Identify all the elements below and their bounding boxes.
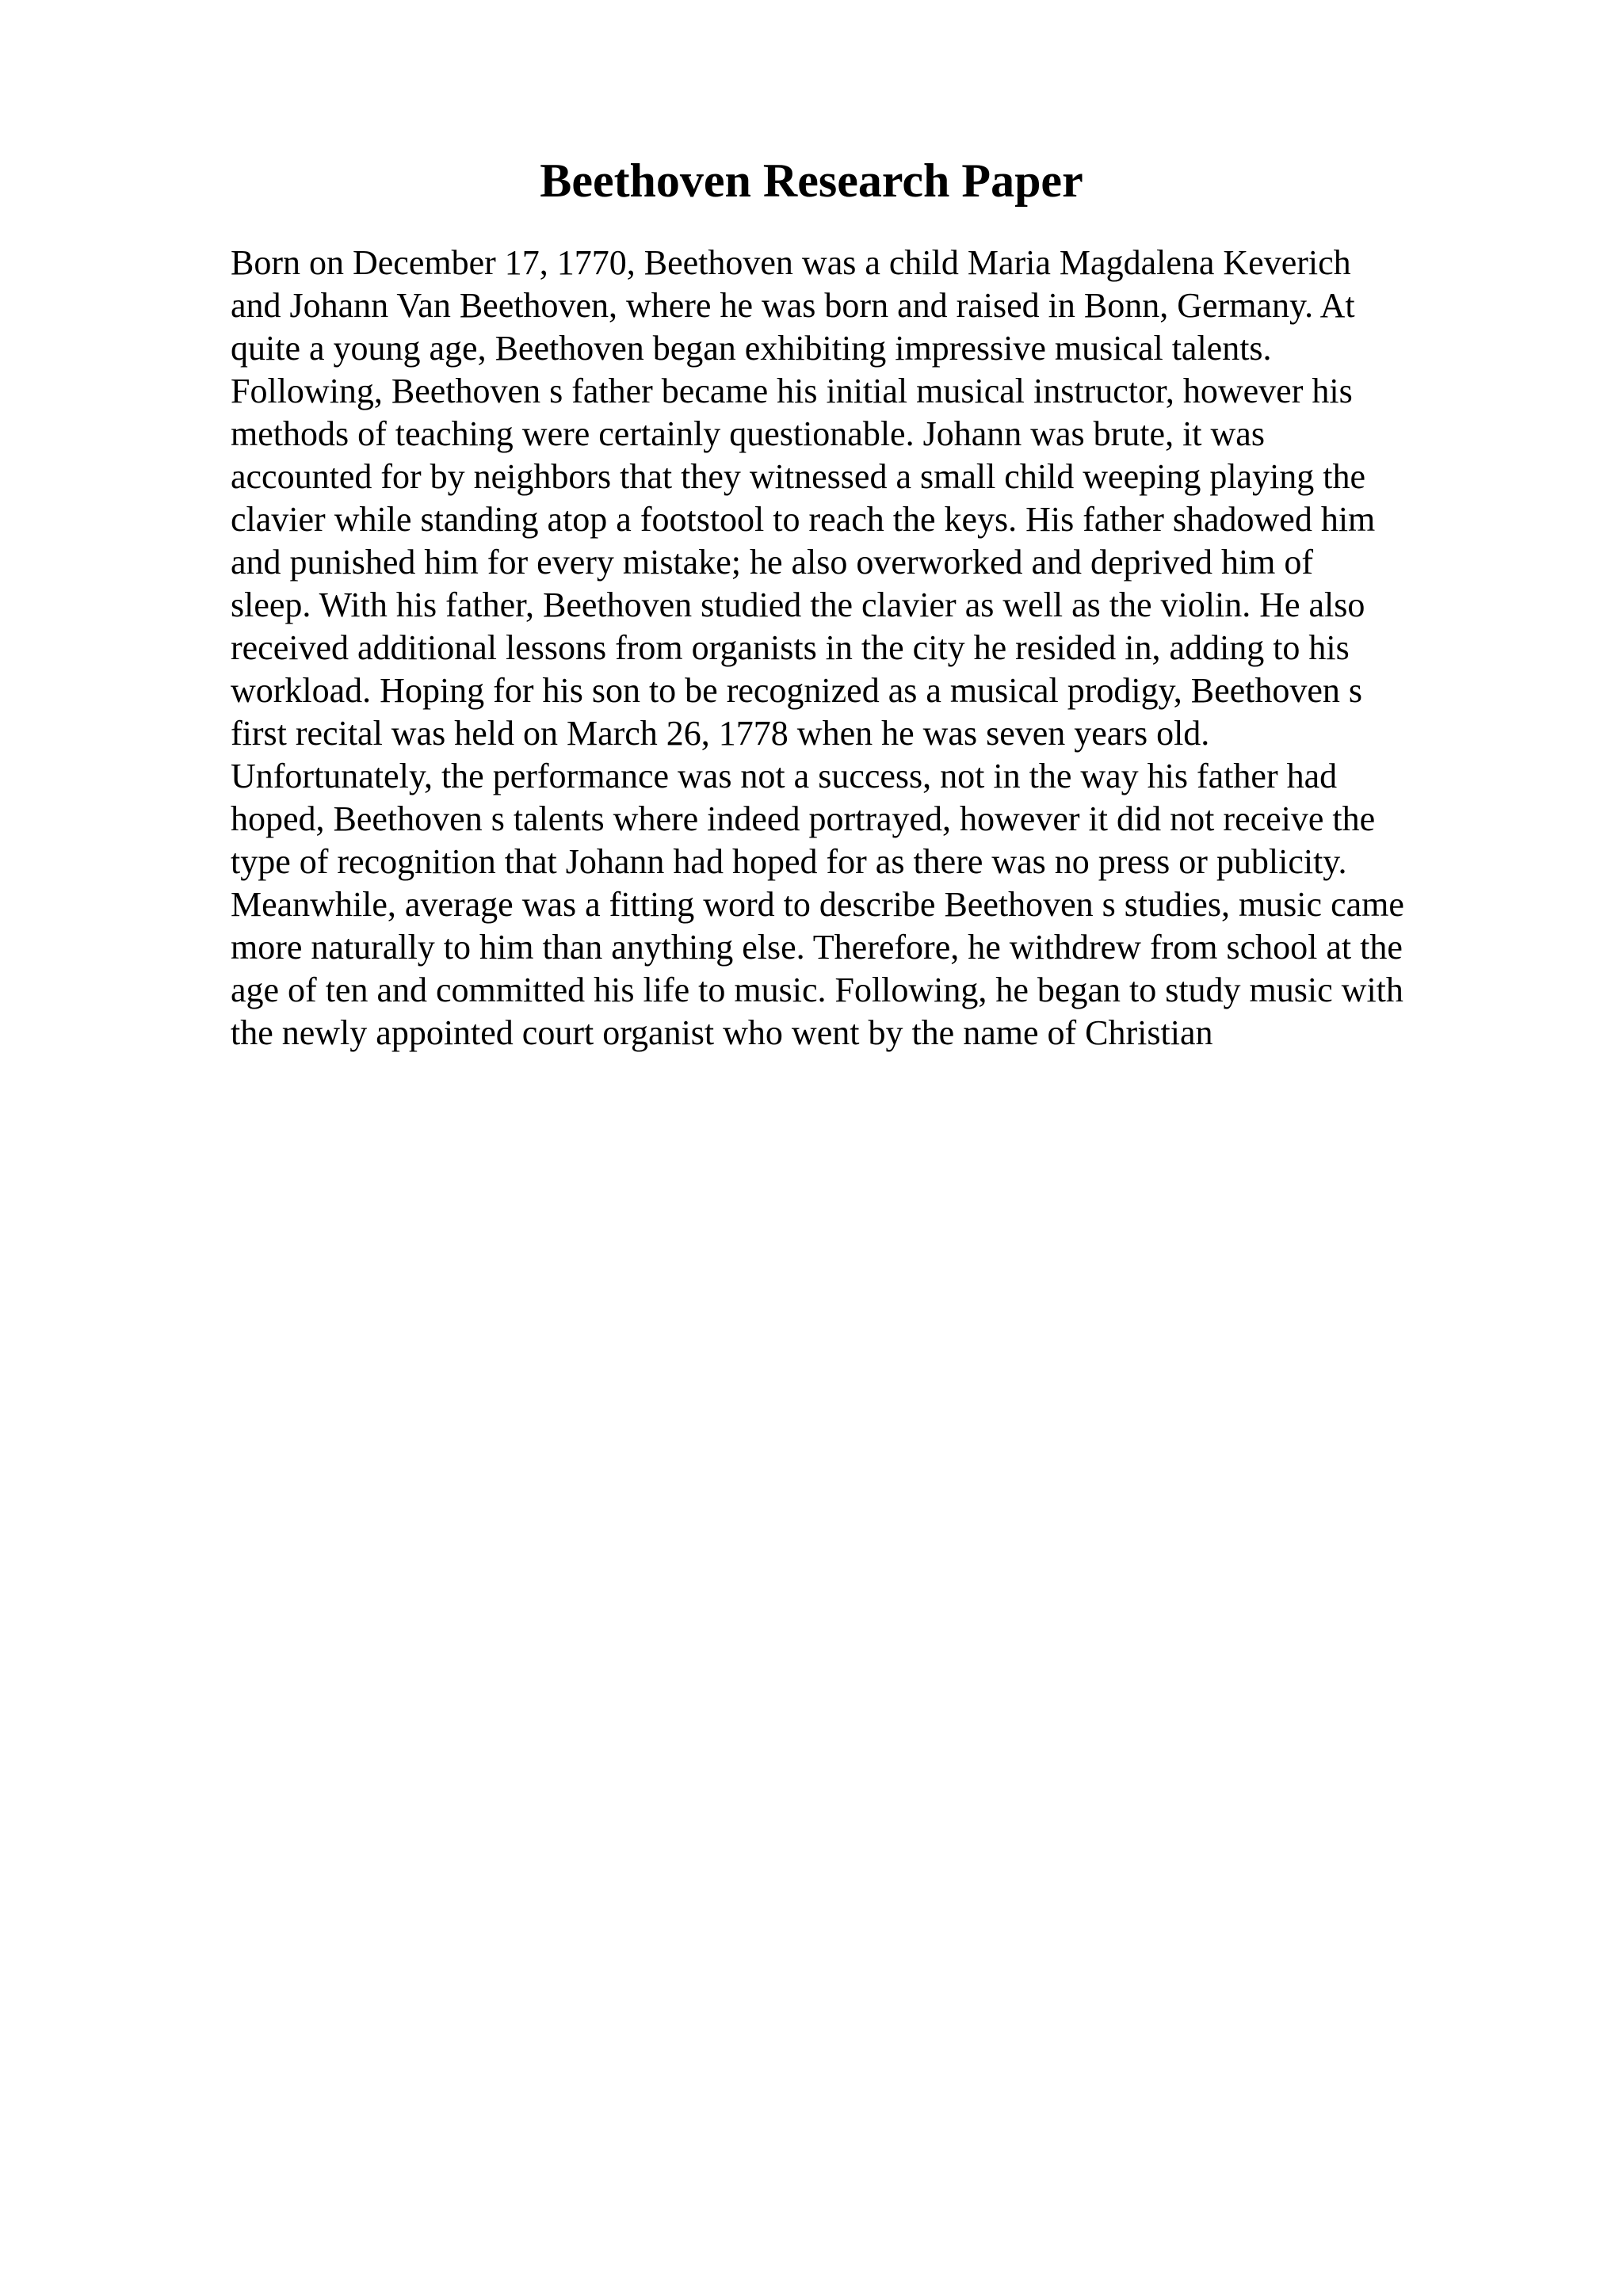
body-line: and Johann Van Beethoven, where he was born and raised in Bonn, Germany. At [231,286,1355,325]
body-line: Meanwhile, average was a fitting word to describe Beethoven s studies, music came [231,885,1404,924]
body-line: received additional lessons from organists in the city he resided in, adding to his [231,628,1350,667]
body-line: Following, Beethoven s father became his initial musical instructor, however his [231,372,1353,410]
body-line: and punished him for every mistake; he also overworked and deprived him of [231,543,1314,582]
body-line: Born on December 17, 1770, Beethoven was a child Maria Magdalena Keverich [231,243,1351,282]
body-line: Unfortunately, the performance was not a success, not in the way his father had [231,757,1338,795]
body-line: type of recognition that Johann had hoped for as there was no press or publicity. [231,842,1347,881]
body-line: sleep. With his father, Beethoven studied the clavier as well as the violin. He also [231,585,1365,624]
body-line: first recital was held on March 26, 1778 when he was seven years old. [231,714,1210,753]
body-line: quite a young age, Beethoven began exhibiting impressive musical talents. [231,329,1272,368]
body-line: the newly appointed court organist who went by the name of Christian [231,1013,1213,1052]
body-line: workload. Hoping for his son to be recognized as a musical prodigy, Beethoven s [231,671,1363,710]
body-line: age of ten and committed his life to music. Following, he began to study music with [231,971,1403,1009]
body-line: methods of teaching were certainly questionable. Johann was brute, it was [231,414,1265,453]
body-line: hoped, Beethoven s talents where indeed portrayed, however it did not receive the [231,799,1376,838]
body-line: more naturally to him than anything else. Therefore, he withdrew from school at the [231,928,1403,967]
body-line: clavier while standing atop a footstool to reach the keys. His father shadowed him [231,500,1376,539]
body-line: accounted for by neighbors that they witnessed a small child weeping playing the [231,457,1366,496]
body-paragraph [231,242,1514,1055]
document-title: Beethoven Research Paper [540,154,1083,207]
